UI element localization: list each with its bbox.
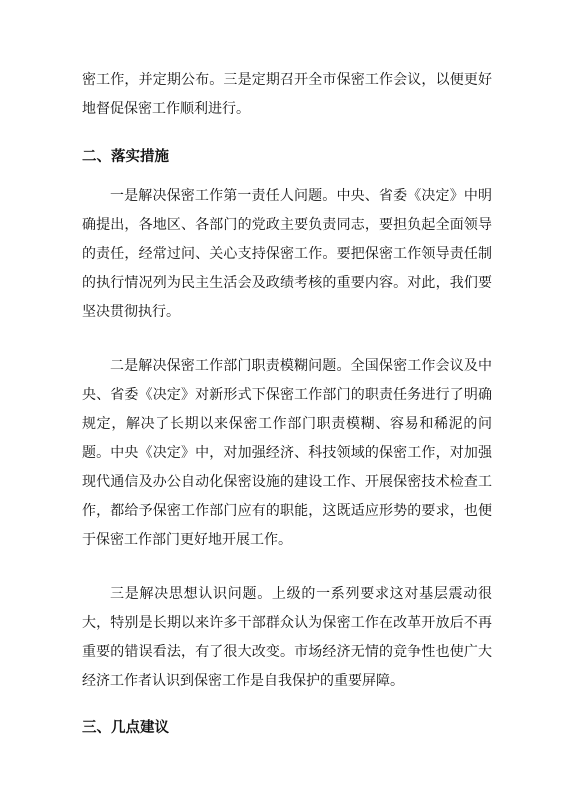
- paragraph-department-duties: 二是解决保密工作部门职责模糊问题。全国保密工作会议及中央、省委《决定》对新形式下保密工作部门的职责任务进行了明确规定，解决了长期以来保密工作部门职责模糊、容易和稀泥的问题。中央《决定》中，对加强经济、科技领域的保密工作，对加强现代通信及办公自动化保密设施的建设工作、开展保密技术检查工作，都给予保密工作部门应有的职能，这既适应形势的要求，也便于保密工作部门更好地开展工作。: [82, 358, 492, 548]
- paragraph-responsibility: 一是解决保密工作第一责任人问题。中央、省委《决定》中明确提出，各地区、各部门的党政主要负责同志，要担负起全面领导的责任，经常过问、关心支持保密工作。要把保密工作领导责任制的执行情况列为民主生活会及政绩考核的重要内容。对此，我们要坚决贯彻执行。: [82, 188, 492, 320]
- section-heading-measures: 二、落实措施: [82, 149, 169, 165]
- section-heading-suggestions: 三、几点建议: [82, 720, 169, 736]
- paragraph-awareness: 三是解决思想认识问题。上级的一系列要求这对基层震动很大，特别是长期以来许多干部群众认为保密工作在改革开放后不再重要的错误看法，有了很大改变。市场经济无情的竞争性也使广大经济工作者认识到保密工作是自我保护的重要屏障。: [82, 586, 492, 689]
- continuation-paragraph: 密工作，并定期公布。三是定期召开全市保密工作会议，以便更好地督促保密工作顺利进行。: [82, 72, 492, 117]
